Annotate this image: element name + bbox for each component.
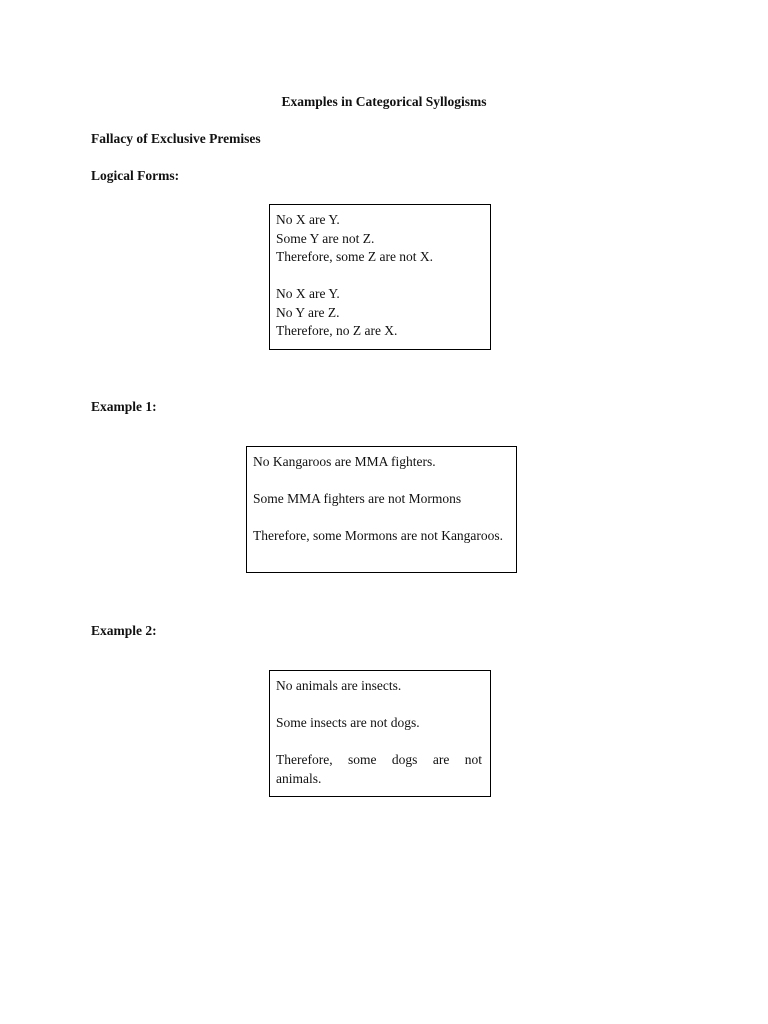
form2-premise1: No X are Y.	[276, 286, 340, 301]
example1-label: Example 1:	[91, 399, 157, 414]
example1-conclusion: Therefore, some Mormons are not Kangaroos.	[253, 528, 504, 543]
form1-premise1: No X are Y.	[276, 212, 340, 227]
form2-premise2: No Y are Z.	[276, 304, 340, 320]
example2-premise2: Some insects are not dogs.	[276, 715, 420, 730]
example1-premise1: No Kangaroos are MMA fighters.	[253, 454, 436, 469]
section-heading: Fallacy of Exclusive Premises	[91, 131, 261, 146]
example2-premise1: No animals are insects.	[276, 678, 402, 693]
logical-forms-label: Logical Forms:	[91, 168, 180, 183]
example1-box	[246, 446, 517, 573]
example1-premise2: Some MMA fighters are not Mormons	[253, 491, 462, 506]
document-title: Examples in Categorical Syllogisms	[281, 94, 487, 109]
example2-box	[269, 670, 491, 797]
form2-conclusion: Therefore, no Z are X.	[276, 323, 398, 338]
example2-conclusion: Therefore, some dogs are not animals.	[276, 752, 482, 786]
example2-label: Example 2:	[91, 623, 157, 638]
form1-premise2: Some Y are not Z.	[276, 230, 375, 246]
logical-forms-box	[269, 204, 491, 350]
form1-conclusion: Therefore, some Z are not X.	[276, 249, 434, 264]
